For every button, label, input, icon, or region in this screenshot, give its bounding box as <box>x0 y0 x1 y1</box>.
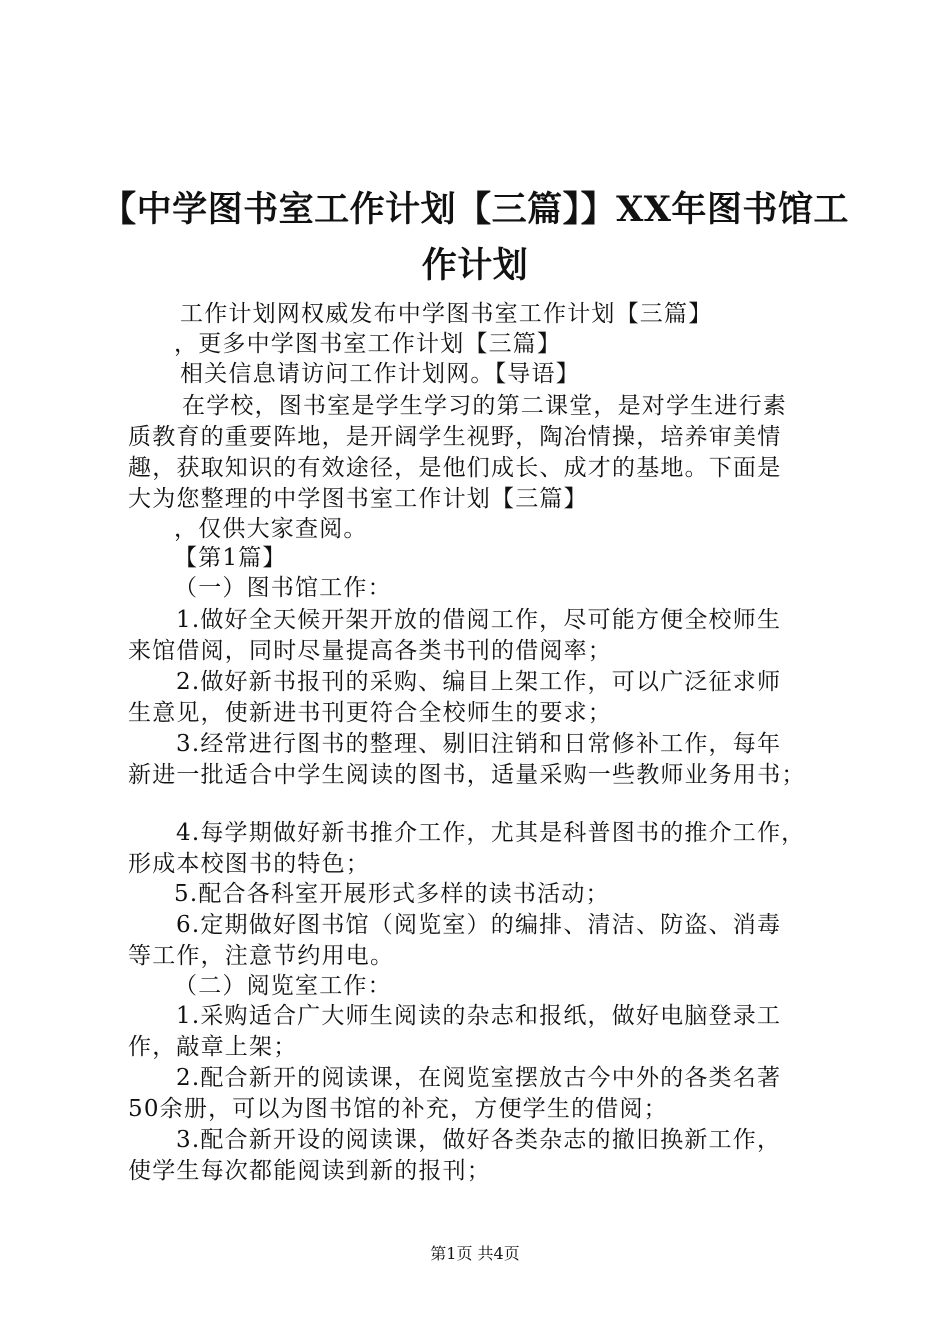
list-item-line: 1.采购适合广大师生阅读的杂志和报纸，做好电脑登录工 <box>176 1003 782 1029</box>
list-item-line: 3.配合新开设的阅读课，做好各类杂志的撤旧换新工作， <box>176 1127 782 1153</box>
page-number: 第1页 共4页 <box>430 1244 520 1263</box>
list-item-line: 新进一批适合中学生阅读的图书，适量采购一些教师业务用书； <box>128 762 806 788</box>
list-item-line: 作，敲章上架； <box>128 1034 298 1060</box>
intro-line-3: 相关信息请访问工作计划网。【导语】 <box>180 361 580 387</box>
intro-line-2: ，更多中学图书室工作计划【三篇】 <box>174 331 562 357</box>
paragraph-line: 质教育的重要阵地，是开阔学生视野，陶冶情操，培养审美情 <box>128 424 782 450</box>
list-item-line: 4.每学期做好新书推介工作，尤其是科普图书的推介工作， <box>176 820 806 846</box>
list-item-line: 2.做好新书报刊的采购、编目上架工作，可以广泛征求师 <box>176 669 782 695</box>
list-item-line: 形成本校图书的特色； <box>128 851 370 877</box>
paragraph-line: 在学校，图书室是学生学习的第二课堂，是对学生进行素 <box>182 393 787 419</box>
document-title: 【中学图书室工作计划【三篇】】XX年图书馆工作计划 <box>101 189 849 286</box>
list-item-line: 生意见，使新进书刊更符合全校师生的要求； <box>128 700 612 726</box>
list-item-line: 5.配合各科室开展形式多样的读书活动； <box>174 881 610 907</box>
list-item-line: 使学生每次都能阅读到新的报刊； <box>128 1158 491 1184</box>
list-item-line: 50余册，可以为图书馆的补充，方便学生的借阅； <box>128 1096 668 1122</box>
list-item-line: 来馆借阅，同时尽量提高各类书刊的借阅率； <box>128 638 612 664</box>
subsection-heading: （二）阅览室工作： <box>174 973 392 999</box>
subsection-heading: （一）图书馆工作： <box>174 575 392 601</box>
list-item-line: 1.做好全天候开架开放的借阅工作，尽可能方便全校师生 <box>176 607 782 633</box>
paragraph-line: 趣，获取知识的有效途径，是他们成长、成才的基地。下面是 <box>128 455 782 481</box>
list-item-line: 6.定期做好图书馆（阅览室）的编排、清洁、防盗、消毒 <box>176 912 782 938</box>
list-item-line: 3.经常进行图书的整理、剔旧注销和日常修补工作，每年 <box>176 731 782 757</box>
intro-line-1: 工作计划网权威发布中学图书室工作计划【三篇】 <box>180 301 713 327</box>
list-item-line: 等工作，注意节约用电。 <box>128 943 395 969</box>
list-item-line: 2.配合新开的阅读课，在阅览室摆放古今中外的各类名著 <box>176 1065 782 1091</box>
paragraph-line: ，仅供大家查阅。 <box>174 516 368 542</box>
section-heading: 【第1篇】 <box>174 545 287 571</box>
paragraph-line: 大为您整理的中学图书室工作计划【三篇】 <box>128 486 588 512</box>
